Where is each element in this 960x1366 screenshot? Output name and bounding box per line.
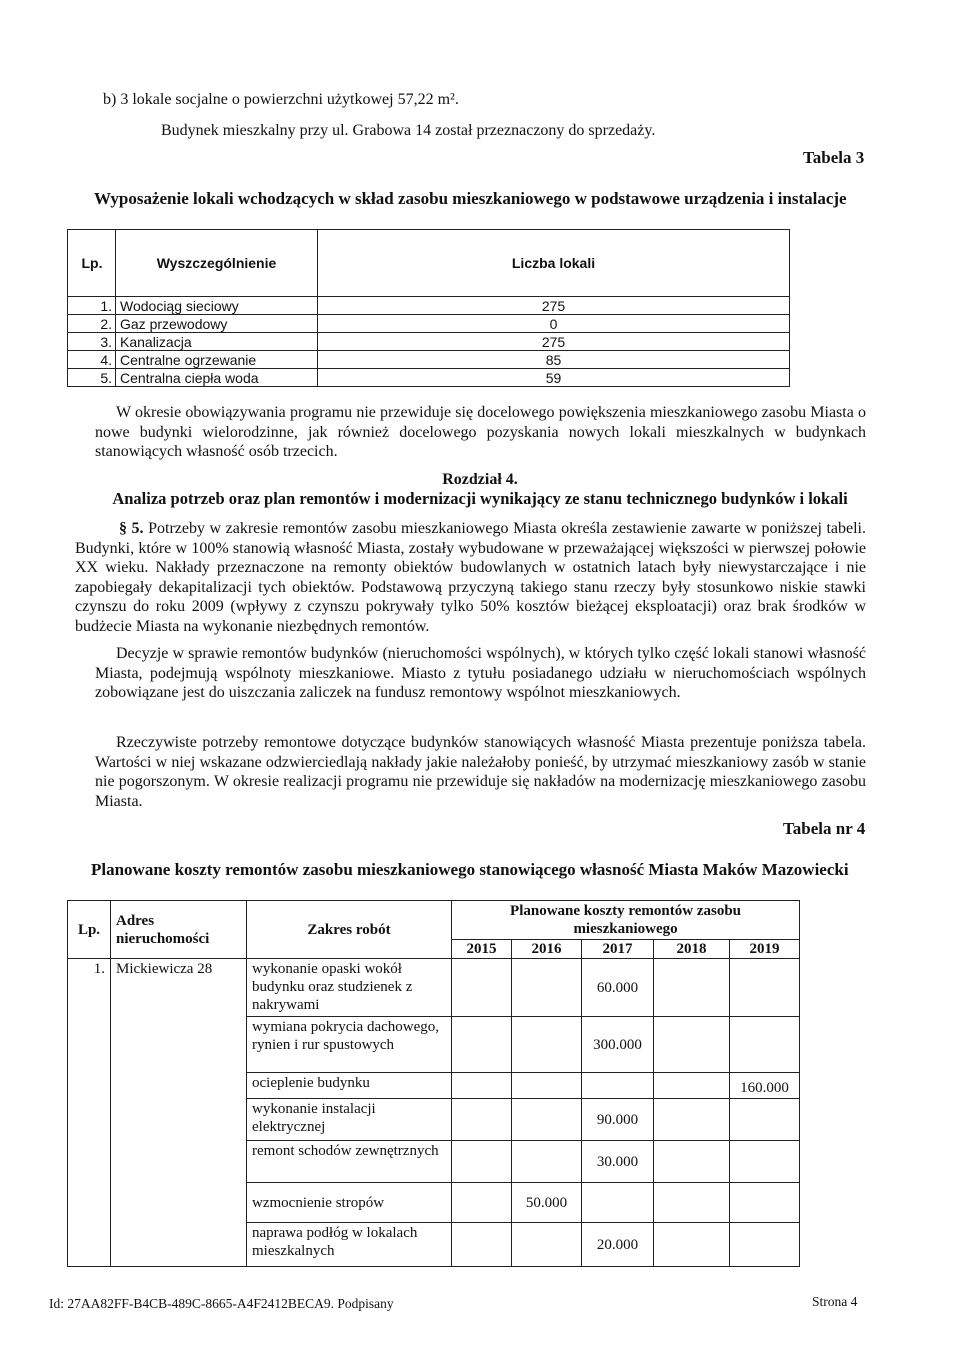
row-count: 275 (318, 333, 790, 351)
cost-cell (512, 1099, 582, 1141)
section-mark: § 5. (119, 520, 144, 537)
cost-cell (730, 1141, 800, 1183)
cost-cell (452, 1141, 512, 1183)
scope-cell: remont schodów zewnętrznych (247, 1141, 452, 1183)
cost-cell: 160.000 (730, 1073, 800, 1099)
cost-cell (730, 1183, 800, 1223)
row-name: Gaz przewodowy (116, 315, 318, 333)
renovation-cost-table (67, 900, 800, 1267)
table-row (68, 315, 790, 333)
chapter-title: Analiza potrzeb oraz plan remontów i modernizacji wynikający ze stanu technicznego budynków i lokali (112, 489, 848, 508)
year-header: 2017 (582, 940, 654, 959)
cost-cell (512, 1073, 582, 1099)
row-lp: 5. (68, 369, 116, 387)
cost-cell (730, 959, 800, 1017)
cost-cell: 90.000 (582, 1099, 654, 1141)
intro-line-2: Budynek mieszkalny przy ul. Grabowa 14 został przeznaczony do sprzedaży. (161, 122, 656, 139)
table3-header-name: Wyszczególnienie (116, 230, 318, 297)
chapter-number: Rozdział 4. (442, 471, 518, 488)
row-name: Wodociąg sieciowy (116, 297, 318, 315)
year-header: 2019 (730, 940, 800, 959)
paragraph-program: W okresie obowiązywania programu nie przewiduje się docelowego powiększenia mieszkaniowego zasobu Miasta o nowe budynki wielorodzinne, jak również docelowego pozyskania nowych lokali mieszkalnych w budynkach stanowiących własność osób trzecich. (95, 404, 866, 460)
cost-cell (452, 1017, 512, 1073)
cost-cell (452, 1073, 512, 1099)
equipment-table (67, 229, 790, 387)
document-id: Id: 27AA82FF-B4CB-489C-8665-A4F2412BECA9. Podpisany (49, 1296, 394, 1311)
cost-cell (512, 959, 582, 1017)
cost-cell: 30.000 (582, 1141, 654, 1183)
cost-cell (730, 1223, 800, 1267)
table3-header-lp: Lp. (68, 230, 116, 297)
scope-cell: wzmocnienie stropów (247, 1183, 452, 1223)
table4-header-address: Adres nieruchomości (111, 901, 247, 959)
paragraph-needs: Rzeczywiste potrzeby remontowe dotyczące budynków stanowiących własność Miasta prezentuje poniższa tabela. Wartości w niej wskazane odzwierciedlają nakłady jakie należałoby ponieść, by utrzymać mieszkaniowy zasób w stanie nie pogorszonym. W okresie realizacji programu nie przewiduje się nakładów na modernizację mieszkaniowego zasobu Miasta. (95, 734, 866, 810)
row-count: 275 (318, 297, 790, 315)
table-row (68, 351, 790, 369)
cost-cell (730, 1017, 800, 1073)
cost-cell: 20.000 (582, 1223, 654, 1267)
year-header: 2018 (654, 940, 730, 959)
cost-cell (654, 1183, 730, 1223)
table-row (68, 369, 790, 387)
table-row (68, 297, 790, 315)
cost-cell: 300.000 (582, 1017, 654, 1073)
row-name: Kanalizacja (116, 333, 318, 351)
cost-cell (512, 1223, 582, 1267)
cost-cell: 60.000 (582, 959, 654, 1017)
table4-header-lp: Lp. (68, 901, 111, 959)
row-count: 0 (318, 315, 790, 333)
table4-label: Tabela nr 4 (783, 819, 866, 838)
cost-cell (654, 959, 730, 1017)
table4-header-scope: Zakres robót (247, 901, 452, 959)
section-5-text: Potrzeby w zakresie remontów zasobu mieszkaniowego Miasta określa zestawienie zawarte w poniższej tabeli. Budynki, które w 100% stanowią własność Miasta, zostały wybudowane w przeważającej większości w pierwszej połowie XX wieku. Nakłady przeznaczone na remonty obiektów budowlanych w ostatnich latach były niewystarczające i nie zapobiegały dekapitalizacji tych obiektów. Podstawową przyczyną takiego stanu rzeczy były stosunkowo niskie stawki czynszu do roku 2009 (wpływy z czynszu pokrywały tylko 50% kosztów bieżącej eksploatacji) oraz brak środków w budżecie Miasta na wykonanie niezbędnych remontów. (75, 520, 867, 635)
row-lp: 1. (68, 297, 116, 315)
cost-cell (654, 1017, 730, 1073)
table3-header-count: Liczba lokali (318, 230, 790, 297)
row-name: Centralne ogrzewanie (116, 351, 318, 369)
cost-cell (654, 1073, 730, 1099)
table3-label: Tabela 3 (803, 148, 865, 167)
cost-cell (452, 1099, 512, 1141)
cost-cell (512, 1141, 582, 1183)
cost-cell (654, 1223, 730, 1267)
section-5-paragraph (75, 519, 866, 636)
year-header: 2015 (452, 940, 512, 959)
cost-cell (452, 1223, 512, 1267)
intro-line-1: b) 3 lokale socjalne o powierzchni użytkowej 57,22 m². (103, 91, 459, 108)
scope-cell: wykonanie instalacji elektrycznej (247, 1099, 452, 1141)
year-header: 2016 (512, 940, 582, 959)
cost-cell (512, 1017, 582, 1073)
table-row (68, 959, 800, 1017)
scope-cell: ocieplenie budynku (247, 1073, 452, 1099)
page-number: Strona 4 (812, 1294, 858, 1309)
cost-cell (582, 1183, 654, 1223)
row-lp: 4. (68, 351, 116, 369)
cost-cell (654, 1099, 730, 1141)
table3-title: Wyposażenie lokali wchodzących w skład zasobu mieszkaniowego w podstawowe urządzenia i instalacje (94, 189, 847, 208)
cost-cell (452, 959, 512, 1017)
table-row (68, 333, 790, 351)
scope-cell: wykonanie opaski wokół budynku oraz studzienek z nakrywami (247, 959, 452, 1017)
entry-address: Mickiewicza 28 (111, 959, 247, 1267)
cost-cell (654, 1141, 730, 1183)
row-count: 59 (318, 369, 790, 387)
row-lp: 3. (68, 333, 116, 351)
table4-title: Planowane koszty remontów zasobu mieszkaniowego stanowiącego własność Miasta Maków Mazowiecki (91, 860, 849, 879)
cost-cell (582, 1073, 654, 1099)
cost-cell: 50.000 (512, 1183, 582, 1223)
table4-header-planned: Planowane koszty remontów zasobu mieszkaniowego (452, 901, 800, 940)
cost-cell (730, 1099, 800, 1141)
entry-lp: 1. (68, 959, 111, 1267)
row-count: 85 (318, 351, 790, 369)
scope-cell: wymiana pokrycia dachowego, rynien i rur spustowych (247, 1017, 452, 1073)
scope-cell: naprawa podłóg w lokalach mieszkalnych (247, 1223, 452, 1267)
row-lp: 2. (68, 315, 116, 333)
cost-cell (452, 1183, 512, 1223)
paragraph-decisions: Decyzje w sprawie remontów budynków (nieruchomości wspólnych), w których tylko część lokali stanowi własność Miasta, podejmują wspólnoty mieszkaniowe. Miasto z tytułu posiadanego udziału w nieruchomościach wspólnych zobowiązane jest do uiszczania zaliczek na fundusz remontowy wspólnot mieszkaniowych. (95, 645, 866, 701)
row-name: Centralna ciepła woda (116, 369, 318, 387)
